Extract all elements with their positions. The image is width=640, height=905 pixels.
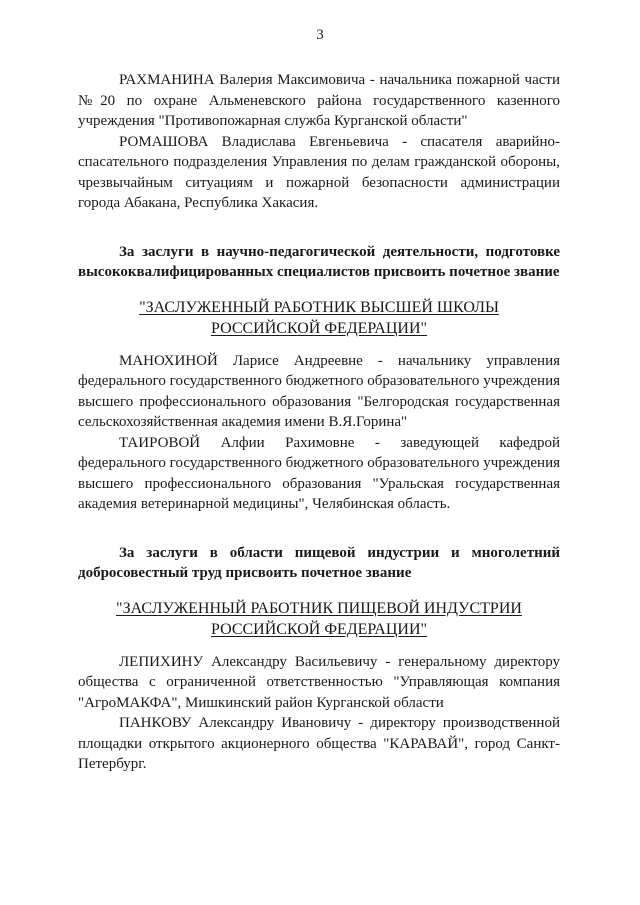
honorary-title-line: РОССИЙСКОЙ ФЕДЕРАЦИИ" (210, 620, 428, 638)
recipient-paragraph: ЛЕПИХИНУ Александру Васильевичу - генеральному директору общества с ограниченной ответственностью "Управляющая компания "АгроМАКФА", Мишкинский район Курганской области (78, 653, 560, 711)
honorary-title-line: РОССИЙСКОЙ ФЕДЕРАЦИИ" (210, 319, 428, 337)
honorary-title (78, 598, 560, 640)
recipient-paragraph: ПАНКОВУ Александру Ивановичу - директору производственной площадки открытого акционерного общества "КАРАВАЙ", город Санкт-Петербург. (78, 715, 560, 772)
recipient-paragraph: ТАИРОВОЙ Алфии Рахимовне - заведующей кафедрой федерального государственного бюджетного образовательного учреждения высшего профессионального образования "Уральская государственная академия ветеринарной медицины", Челябинская область. (78, 434, 560, 512)
award-section-higher-school (78, 242, 560, 515)
recipient-paragraph: РОМАШОВА Владислава Евгеньевича - спасателя аварийно-спасательного подразделения Управления по делам гражданской обороны, чрезвычайным ситуациям и пожарной безопасности администрации города Абакана, Республика Хакасия. (78, 133, 560, 211)
document-body (78, 70, 560, 775)
recipient-paragraph: МАНОХИНОЙ Ларисе Андреевне - начальнику управления федерального государственного бюджетного образовательного учреждения высшего профессионального образования "Белгородская государственная сельскохозяйственная академия имени В.Я.Горина" (78, 352, 560, 430)
section-heading: За заслуги в области пищевой индустрии и многолетний добросовестный труд присвоить почетное звание (78, 544, 560, 581)
honorary-title-line: "ЗАСЛУЖЕННЫЙ РАБОТНИК ВЫСШЕЙ ШКОЛЫ (139, 298, 499, 316)
recipient-paragraph: РАХМАНИНА Валерия Максимовича - начальника пожарной части №20 по охране Альменевского района государственного казенного учреждения "Противопожарная служба Курганской области" (78, 72, 560, 129)
honorary-title-line: "ЗАСЛУЖЕННЫЙ РАБОТНИК ПИЩЕВОЙ ИНДУСТРИИ (116, 599, 522, 617)
page-number: 3 (316, 27, 324, 43)
honorary-title (78, 297, 560, 339)
award-section-food-industry (78, 543, 560, 775)
section-heading: За заслуги в научно-педагогической деятельности, подготовке высококвалифицированных специалистов присвоить почетное звание (78, 243, 560, 280)
award-section-continuation (78, 70, 560, 214)
